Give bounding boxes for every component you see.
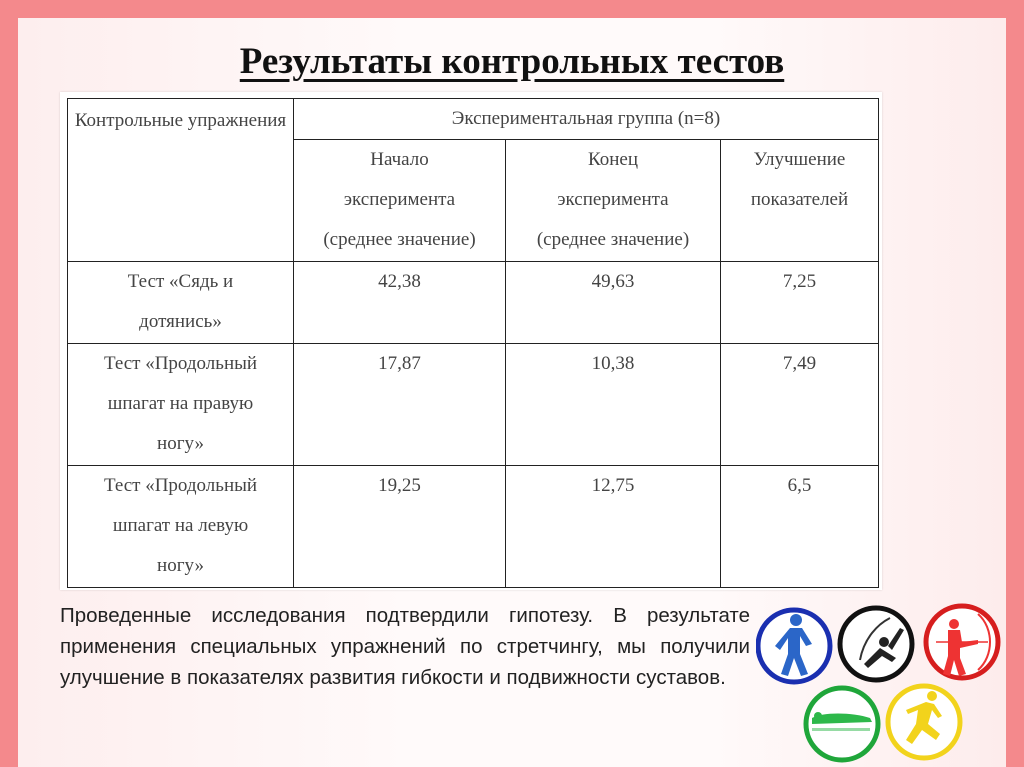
header-line: показателей [750, 189, 849, 210]
conclusion-text: Проведенные исследования подтвердили гипотезу. В результате применения специальных упражнений по стретчингу, мы получили улучшение в показателях развития гибкости и подвижности суставов. [60, 604, 750, 689]
header-line: Улучшение [753, 149, 846, 170]
cell-improvement: 7,49 [721, 344, 879, 466]
row-label-line: дотянись» [139, 311, 222, 332]
cell-start: 19,25 [294, 466, 506, 588]
col-header-exercises [68, 99, 294, 262]
row-label [68, 466, 294, 588]
cell-start: 17,87 [294, 344, 506, 466]
header-row [68, 99, 879, 140]
row-label [68, 262, 294, 344]
cell-end: 49,63 [506, 262, 721, 344]
col-header-improvement [721, 140, 879, 262]
archer-icon [926, 606, 998, 678]
row-label-line: шпагат на левую [112, 515, 249, 536]
cell-end: 12,75 [506, 466, 721, 588]
row-label-line: Тест «Сядь и [127, 271, 234, 292]
sprinter-icon [888, 686, 960, 758]
results-table [67, 98, 879, 588]
row-label-line: Тест «Продольный [103, 353, 258, 374]
row-label [68, 344, 294, 466]
gymnast-icon [840, 608, 912, 680]
header-line: (среднее значение) [323, 229, 476, 250]
cell-improvement: 6,5 [721, 466, 879, 588]
page-title: Результаты контрольных тестов [239, 41, 785, 82]
row-label-line: ногу» [157, 433, 204, 454]
col-header-start [294, 140, 506, 262]
table-row [68, 344, 879, 466]
header-line: (среднее значение) [536, 229, 690, 250]
runner-icon [758, 610, 830, 682]
header-line: Конец [588, 149, 638, 170]
row-label-line: шпагат на правую [107, 393, 254, 414]
swimmer-icon [806, 688, 878, 760]
header-line: эксперимента [343, 189, 456, 210]
col-header-exercises-text: Контрольные упражнения [74, 110, 287, 131]
cell-improvement: 7,25 [721, 262, 879, 344]
table-row [68, 466, 879, 588]
col-header-end [506, 140, 721, 262]
group-header: Экспериментальная группа (n=8) [294, 99, 879, 140]
table-row [68, 262, 879, 344]
row-label-line: Тест «Продольный [103, 475, 258, 496]
header-line: Начало [370, 149, 429, 170]
results-table-container [60, 92, 882, 590]
header-line: эксперимента [557, 189, 669, 210]
olympic-rings-illustration [756, 598, 1006, 767]
slide [18, 18, 1006, 767]
row-label-line: ногу» [157, 555, 204, 576]
cell-end: 10,38 [506, 344, 721, 466]
cell-start: 42,38 [294, 262, 506, 344]
